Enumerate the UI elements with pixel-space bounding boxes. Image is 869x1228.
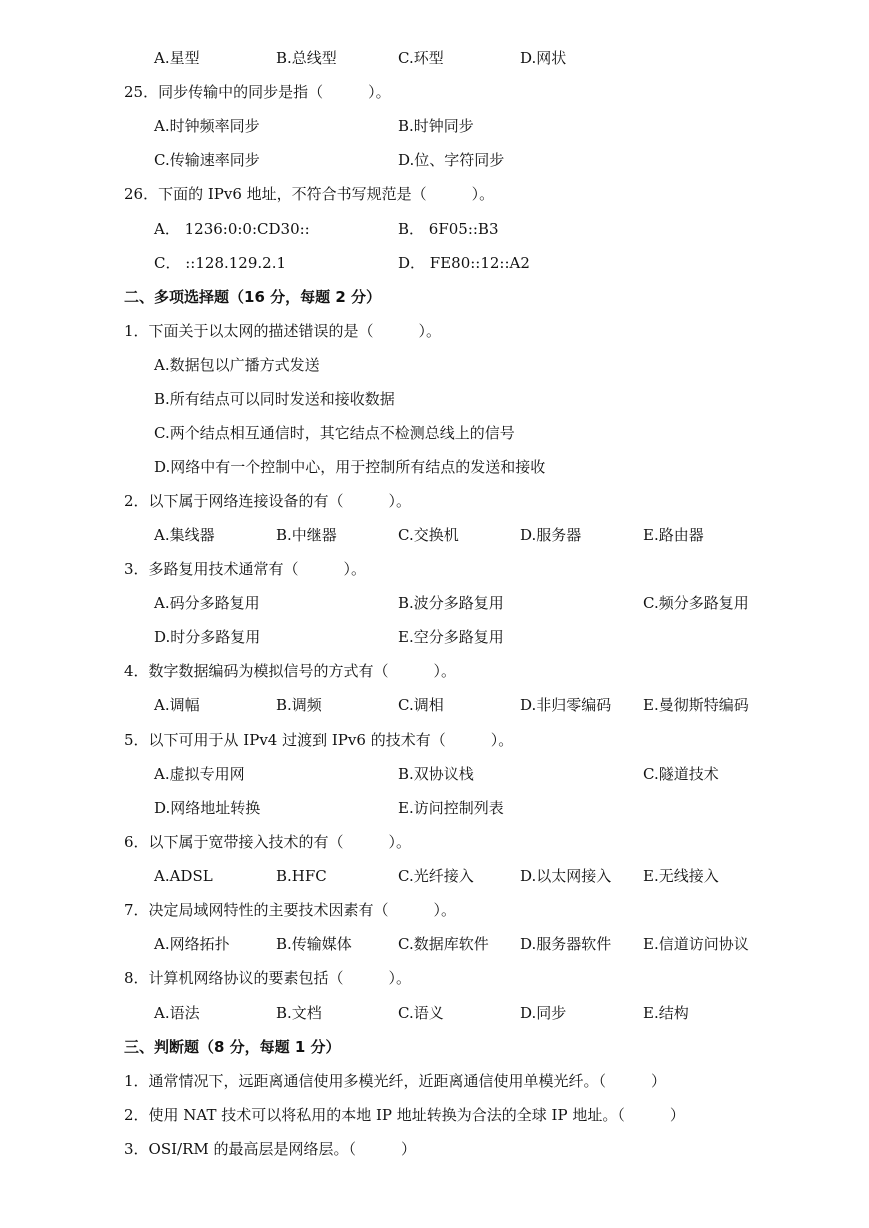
m8-option-d: D.同步 (520, 1004, 567, 1022)
m1-option-c-row (0, 421, 869, 445)
j2-row (0, 1103, 869, 1127)
m1-option-a: A.数据包以广播方式发送 (154, 356, 320, 374)
q24-option-b: B.总线型 (276, 49, 337, 67)
m1-stem-row (0, 319, 869, 343)
q24-option-a: A.星型 (154, 49, 200, 67)
q25-option-a: A.时钟频率同步 (154, 117, 260, 135)
q24-options-row (0, 46, 869, 70)
section2-heading: 二、多项选择题（16 分，每题 2 分） (124, 288, 381, 306)
m5-option-a: A.虚拟专用网 (154, 765, 245, 783)
m7-option-a: A.网络拓扑 (154, 935, 230, 953)
m6-option-c: C.光纤接入 (398, 867, 474, 885)
m5-option-e: E.访问控制列表 (398, 799, 504, 817)
m4-option-b: B.调频 (276, 696, 322, 714)
j3-stem: 3．OSI/RM 的最高层是网络层。（ ） (124, 1140, 417, 1158)
m5-options-row-1 (0, 762, 869, 786)
m2-options-row (0, 523, 869, 547)
m1-option-d-row (0, 455, 869, 479)
q26-stem: 26．下面的 IPv6 地址，不符合书写规范是（ ）。 (124, 185, 495, 203)
j1-stem: 1．通常情况下，远距离通信使用多模光纤，近距离通信使用单模光纤。（ ） (124, 1072, 667, 1090)
m1-option-a-row (0, 353, 869, 377)
m4-option-e: E.曼彻斯特编码 (643, 696, 749, 714)
m8-option-b: B.文档 (276, 1004, 322, 1022)
m3-option-a: A.码分多路复用 (154, 594, 260, 612)
m5-option-b: B.双协议栈 (398, 765, 474, 783)
m4-option-d: D.非归零编码 (520, 696, 612, 714)
m5-options-row-2 (0, 796, 869, 820)
m8-stem: 8．计算机网络协议的要素包括（ ）。 (124, 969, 412, 987)
q24-option-d: D.网状 (520, 49, 567, 67)
m1-option-d: D.网络中有一个控制中心，用于控制所有结点的发送和接收 (154, 458, 546, 476)
section3-heading: 三、判断题（8 分，每题 1 分） (124, 1038, 341, 1056)
m5-option-c: C.隧道技术 (643, 765, 719, 783)
m7-stem: 7．决定局域网特性的主要技术因素有（ ）。 (124, 901, 457, 919)
m2-option-b: B.中继器 (276, 526, 337, 544)
m8-stem-row (0, 966, 869, 990)
m2-option-c: C.交换机 (398, 526, 459, 544)
q26-options-row-2 (0, 251, 869, 275)
m7-option-e: E.信道访问协议 (643, 935, 749, 953)
m7-option-b: B.传输媒体 (276, 935, 352, 953)
q26-option-d: D． FE80::12::A2 (398, 254, 530, 272)
m4-option-a: A.调幅 (154, 696, 200, 714)
q26-options-row-1 (0, 217, 869, 241)
m5-stem-row (0, 728, 869, 752)
m6-stem: 6．以下属于宽带接入技术的有（ ）。 (124, 833, 412, 851)
m4-stem: 4．数字数据编码为模拟信号的方式有（ ）。 (124, 662, 457, 680)
q25-stem: 25．同步传输中的同步是指（ ）。 (124, 83, 391, 101)
m3-stem: 3．多路复用技术通常有（ ）。 (124, 560, 367, 578)
q26-option-b: B． 6F05::B3 (398, 220, 499, 238)
m1-option-b: B.所有结点可以同时发送和接收数据 (154, 390, 395, 408)
j3-row (0, 1137, 869, 1161)
m2-option-a: A.集线器 (154, 526, 215, 544)
q26-option-a: A． 1236:0:0:CD30:: (154, 220, 310, 238)
m8-options-row (0, 1001, 869, 1025)
m7-options-row (0, 932, 869, 956)
m8-option-c: C.语义 (398, 1004, 444, 1022)
m3-options-row-2 (0, 625, 869, 649)
m1-option-c: C.两个结点相互通信时，其它结点不检测总线上的信号 (154, 424, 515, 442)
m6-option-b: B.HFC (276, 867, 327, 885)
q25-options-row-2 (0, 148, 869, 172)
j2-stem: 2．使用 NAT 技术可以将私用的本地 IP 地址转换为合法的全球 IP 地址。（ ） (124, 1106, 685, 1124)
m6-options-row (0, 864, 869, 888)
section3-heading-row (0, 1035, 869, 1059)
m6-option-d: D.以太网接入 (520, 867, 612, 885)
m6-option-a: A.ADSL (154, 867, 213, 885)
m4-option-c: C.调相 (398, 696, 444, 714)
m7-option-d: D.服务器软件 (520, 935, 612, 953)
m3-option-c: C.频分多路复用 (643, 594, 749, 612)
m8-option-a: A.语法 (154, 1004, 200, 1022)
q25-option-b: B.时钟同步 (398, 117, 474, 135)
m2-stem-row (0, 489, 869, 513)
m2-option-d: D.服务器 (520, 526, 582, 544)
q26-option-c: C． ::128.129.2.1 (154, 254, 287, 272)
m3-option-b: B.波分多路复用 (398, 594, 504, 612)
m5-option-d: D.网络地址转换 (154, 799, 261, 817)
section2-heading-row (0, 285, 869, 309)
q25-option-c: C.传输速率同步 (154, 151, 260, 169)
q25-option-d: D.位、字符同步 (398, 151, 505, 169)
m1-stem: 1．下面关于以太网的描述错误的是（ ）。 (124, 322, 442, 340)
m2-stem: 2．以下属于网络连接设备的有（ ）。 (124, 492, 412, 510)
m2-option-e: E.路由器 (643, 526, 704, 544)
q25-stem-row (0, 80, 869, 104)
m4-options-row (0, 693, 869, 717)
j1-row (0, 1069, 869, 1093)
m6-option-e: E.无线接入 (643, 867, 719, 885)
m3-stem-row (0, 557, 869, 581)
m6-stem-row (0, 830, 869, 854)
m3-options-row-1 (0, 591, 869, 615)
m7-stem-row (0, 898, 869, 922)
m3-option-d: D.时分多路复用 (154, 628, 261, 646)
m8-option-e: E.结构 (643, 1004, 689, 1022)
q24-option-c: C.环型 (398, 49, 444, 67)
q26-stem-row (0, 182, 869, 206)
m4-stem-row (0, 659, 869, 683)
q25-options-row-1 (0, 114, 869, 138)
m7-option-c: C.数据库软件 (398, 935, 489, 953)
m1-option-b-row (0, 387, 869, 411)
m3-option-e: E.空分多路复用 (398, 628, 504, 646)
m5-stem: 5．以下可用于从 IPv4 过渡到 IPv6 的技术有（ ）。 (124, 731, 514, 749)
